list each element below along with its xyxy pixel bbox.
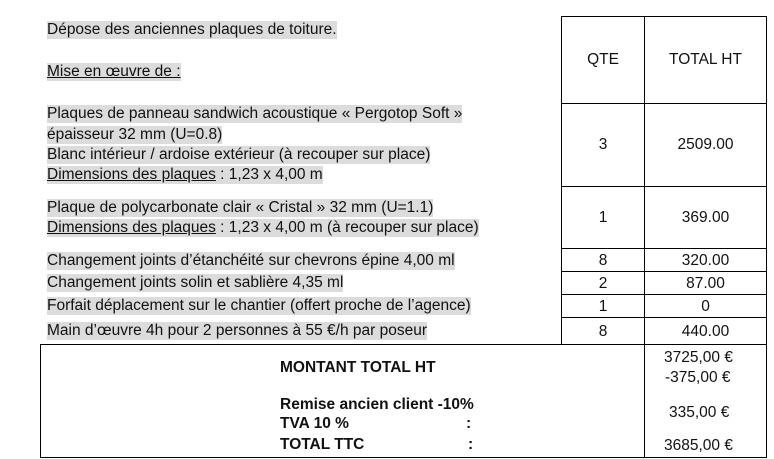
remise-label: Remise ancien client -10% xyxy=(280,396,474,413)
item1-dimensions xyxy=(47,166,323,184)
item1-dim-value: : 1,23 x 4,00 m xyxy=(215,166,323,183)
item4-total-cell xyxy=(644,271,767,295)
item2-dimensions xyxy=(47,219,479,237)
item5-label: Forfait déplacement sur le chantier (offert proche de l’agence) xyxy=(47,297,471,314)
item2-total-cell xyxy=(644,186,767,249)
item3-label: Changement joints d’étanchéité sur chevrons épine 4,00 ml xyxy=(47,252,455,269)
item1-qte: 3 xyxy=(598,136,608,153)
tva-value: 335,00 € xyxy=(669,404,730,421)
item5-qte-cell xyxy=(561,294,645,318)
item1-dim-label: Dimensions des plaques xyxy=(47,166,216,183)
intro-line: Dépose des anciennes plaques de toiture. xyxy=(47,21,337,38)
item2-qte: 1 xyxy=(598,209,608,226)
item6-qte-cell xyxy=(561,317,645,345)
remise-value: -375,00 € xyxy=(665,369,731,386)
ttc-value: 3685,00 € xyxy=(664,437,733,454)
ttc-colon: : xyxy=(468,436,474,453)
item5-qte: 1 xyxy=(598,298,608,315)
item2-total: 369.00 xyxy=(681,209,730,226)
item3-total: 320.00 xyxy=(681,252,730,269)
header-qte: QTE xyxy=(587,51,619,68)
item4-total: 87.00 xyxy=(686,275,725,292)
ttc-label: TOTAL TTC xyxy=(280,436,365,453)
item2-dim-value: : 1,23 x 4,00 m (à recouper sur place) xyxy=(215,219,479,236)
tva-colon: : xyxy=(466,415,472,432)
header-total: TOTAL HT xyxy=(669,51,742,68)
item2-qte-cell xyxy=(561,186,645,249)
header-total-cell xyxy=(644,16,767,104)
tva-label: TVA 10 % xyxy=(280,415,349,432)
item6-qte: 8 xyxy=(598,323,608,340)
item3-qte: 8 xyxy=(598,252,608,269)
item4-label: Changement joints solin et sablière 4,35 ml xyxy=(47,274,344,291)
item6-total-cell xyxy=(644,317,767,345)
header-qte-cell xyxy=(561,16,645,104)
item1-line1: Plaques de panneau sandwich acoustique « Pergotop Soft » xyxy=(47,105,463,122)
item1-qte-cell xyxy=(561,103,645,187)
item6-total: 440.00 xyxy=(681,323,730,340)
montant-total-label: MONTANT TOTAL HT xyxy=(280,359,436,376)
item3-total-cell xyxy=(644,248,767,272)
item5-total: 0 xyxy=(701,298,710,315)
item6-label: Main d’œuvre 4h pour 2 personnes à 55 €/h par poseur xyxy=(47,322,427,339)
item1-total-cell xyxy=(644,103,767,187)
intro-subheading: Mise en œuvre de : xyxy=(47,63,181,80)
montant-total-value: 3725,00 € xyxy=(664,349,733,366)
item1-total: 2509.00 xyxy=(677,136,734,153)
item1-line2: épaisseur 32 mm (U=0.8) xyxy=(47,126,223,143)
item5-total-cell xyxy=(644,294,767,318)
item2-line1: Plaque de polycarbonate clair « Cristal » 32 mm (U=1.1) xyxy=(47,199,434,216)
item4-qte-cell xyxy=(561,271,645,295)
item4-qte: 2 xyxy=(598,275,608,292)
item2-dim-label: Dimensions des plaques xyxy=(47,219,216,236)
item1-line3: Blanc intérieur / ardoise extérieur (à recouper sur place) xyxy=(47,146,431,163)
item3-qte-cell xyxy=(561,248,645,272)
